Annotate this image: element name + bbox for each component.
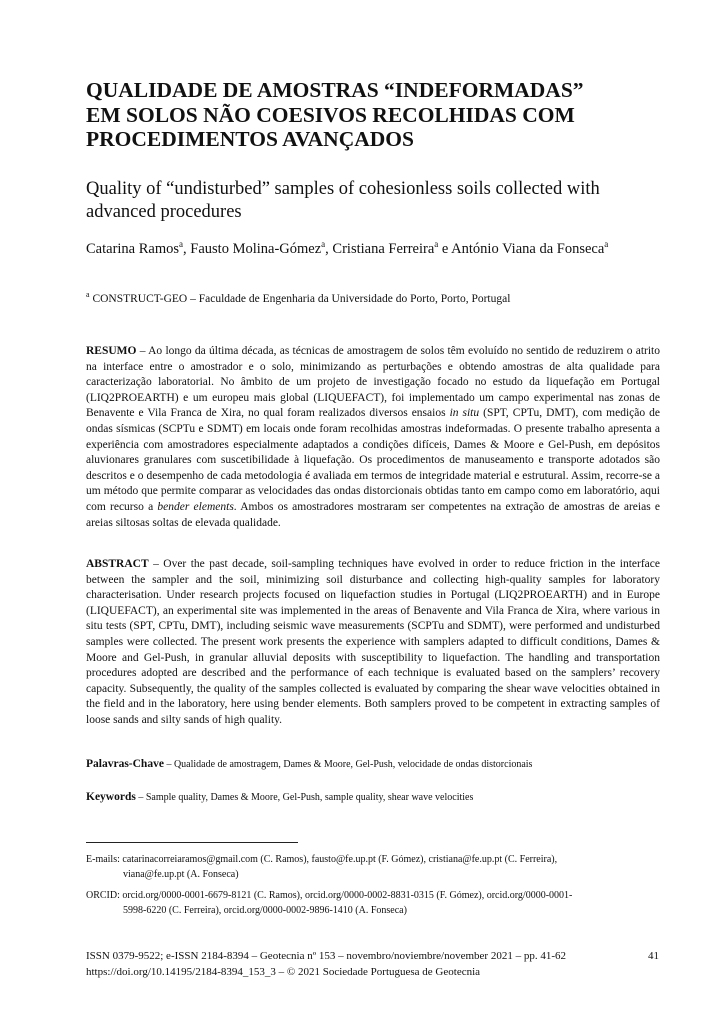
affiliation-text: CONSTRUCT-GEO – Faculdade de Engenharia da Universidade do Porto, Porto, Portugal bbox=[89, 293, 511, 305]
resumo-italic: bender elements bbox=[157, 500, 234, 513]
palavras-chave bbox=[86, 757, 660, 772]
author-name: , Cristiana Ferreira bbox=[325, 241, 435, 257]
subtitle-line: advanced procedures bbox=[86, 202, 242, 222]
emails-footnote bbox=[86, 852, 660, 882]
author-name: e António Viana da Fonseca bbox=[438, 241, 605, 257]
paper-title bbox=[86, 78, 660, 152]
orcid-line: 5998-6220 (C. Ferreira), orcid.org/0000-0002-9896-1410 (A. Fonseca) bbox=[123, 905, 407, 916]
author-affil-marker: a bbox=[434, 239, 439, 250]
resumo-text: – Ao longo da última década, as técnicas de amostragem de solos têm evoluído no sentido de reduzirem o atrito na interface entre o amostrador e o solo, minimizando as perturbações e obtendo amostras de alta qualidade para caracterização laboratorial. No âmbito de um projeto de investigação focado no estudo da liquefação em Portugal (LIQ2PROEARTH) e um europeu mais global (LIQUEFACT), foi implementado um campo experimental nas zonas de Benavente e Vila Franca de Xira, no qual foram realizados diversos ensaios bbox=[86, 345, 660, 420]
footnote-divider bbox=[86, 842, 298, 843]
palavras-chave-text: – Qualidade de amostragem, Dames & Moore, Gel-Push, velocidade de ondas distorcionais bbox=[163, 759, 533, 770]
resumo-text: (SPT, CPTu, DMT), com medição de ondas sísmicas (SCPTu e SDMT) em locais onde foram recolhidas amostras indeformadas. O presente trabalho apresenta a experiência com amostradores especialmente adaptados a condições difíceis, Dames & Moore e Gel-Push, em depósitos aluvionares granulares com suscetibilidade à liquefação. Os procedimentos de manuseamento e transporte adotados são descritos e o desempenho de cada metodologia é avaliada em termos de integridade material e estrutural. Assim, recorre-se a um método que permite comparar as velocidades das ondas distorcionais obtidas tanto em campo como em laboratório, aqui com recurso a bbox=[86, 407, 660, 513]
doi-line: https://doi.org/10.14195/2184-8394_153_3 – © 2021 Sociedade Portuguesa de Geotecnia bbox=[86, 966, 481, 978]
resumo-text: . Ambos os amostradores mostraram ser competentes na extração de amostras de areias e areias siltosas soltas de elevada qualidade. bbox=[86, 500, 660, 529]
affiliation-marker: a bbox=[86, 290, 90, 300]
abstract-text: – Over the past decade, soil-sampling techniques have evolved in order to reduce friction in the interface between the sampler and the soil, minimizing soil disturbance and collecting high-quality samples for laboratory characterisation. Under research projects focused on liquefaction studies in Portugal (LIQ2PROEARTH) and in Europe (LIQUEFACT), an experimental site was implemented in the areas of Benavente and Vila Franca de Xira, where various in situ tests (SPT, CPTu, DMT), including seismic wave measurements (SCPTu and SDMT), were performed and undisturbed samples were collected. The present work presents the experience with samplers adapted to difficult conditions, Dames & Moore and Gel-Push, in granular alluvial deposits with susceptibility to liquefaction. The handling and transportation procedures adopted are described and the performance of each technique is evaluated based on the samplers’ recovery capacity. Subsequently, the quality of the samples collected is evaluated by comparing the shear wave velocities obtained in the field and in the laboratory, here using bender elements. Both samplers proved to be competent in extracting samples of loose sands and silty sands of high quality. bbox=[86, 558, 660, 726]
paper-subtitle bbox=[86, 178, 660, 224]
title-line: EM SOLOS NÃO COESIVOS RECOLHIDAS COM bbox=[86, 102, 575, 127]
keywords-label: Keywords bbox=[86, 791, 136, 803]
journal-info: ISSN 0379-9522; e-ISSN 2184-8394 – Geotecnia nº 153 – novembro/noviembre/november 2021 – pp. 41-62 bbox=[86, 950, 567, 962]
title-line: QUALIDADE DE AMOSTRAS “INDEFORMADAS” bbox=[86, 78, 584, 102]
resumo-italic: in situ bbox=[449, 407, 480, 420]
journal-footer bbox=[86, 948, 660, 980]
resumo-section bbox=[86, 344, 660, 531]
keywords-text: – Sample quality, Dames & Moore, Gel-Push, sample quality, shear wave velocities bbox=[135, 792, 474, 803]
abstract-label: ABSTRACT bbox=[86, 558, 149, 570]
author-list bbox=[86, 239, 660, 259]
author-affil-marker: a bbox=[321, 239, 326, 250]
affiliation bbox=[86, 291, 660, 307]
paper-page bbox=[86, 0, 660, 1024]
orcid-line: ORCID: orcid.org/0000-0001-6679-8121 (C. Ramos), orcid.org/0000-0002-8831-0315 (F. Gómez), orcid.org/0000-0001- bbox=[86, 890, 573, 901]
abstract-section bbox=[86, 557, 660, 729]
subtitle-line: Quality of “undisturbed” samples of cohesionless soils collected with bbox=[86, 179, 600, 199]
author-affil-marker: a bbox=[604, 239, 609, 250]
orcid-footnote bbox=[86, 888, 660, 918]
emails-line: E-mails: catarinacorreiaramos@gmail.com (C. Ramos), fausto@fe.up.pt (F. Gómez), cristiana@fe.up.pt (C. Ferreira), bbox=[86, 854, 558, 865]
emails-line: viana@fe.up.pt (A. Fonseca) bbox=[123, 869, 239, 880]
page-number: 41 bbox=[648, 950, 659, 962]
palavras-chave-label: Palavras-Chave bbox=[86, 758, 164, 770]
resumo-label: RESUMO bbox=[86, 345, 137, 357]
keywords bbox=[86, 790, 660, 805]
author-name: , Fausto Molina-Gómez bbox=[183, 241, 322, 257]
title-line: PROCEDIMENTOS AVANÇADOS bbox=[86, 127, 414, 151]
author-affil-marker: a bbox=[179, 239, 184, 250]
author-name: Catarina Ramos bbox=[86, 241, 180, 257]
